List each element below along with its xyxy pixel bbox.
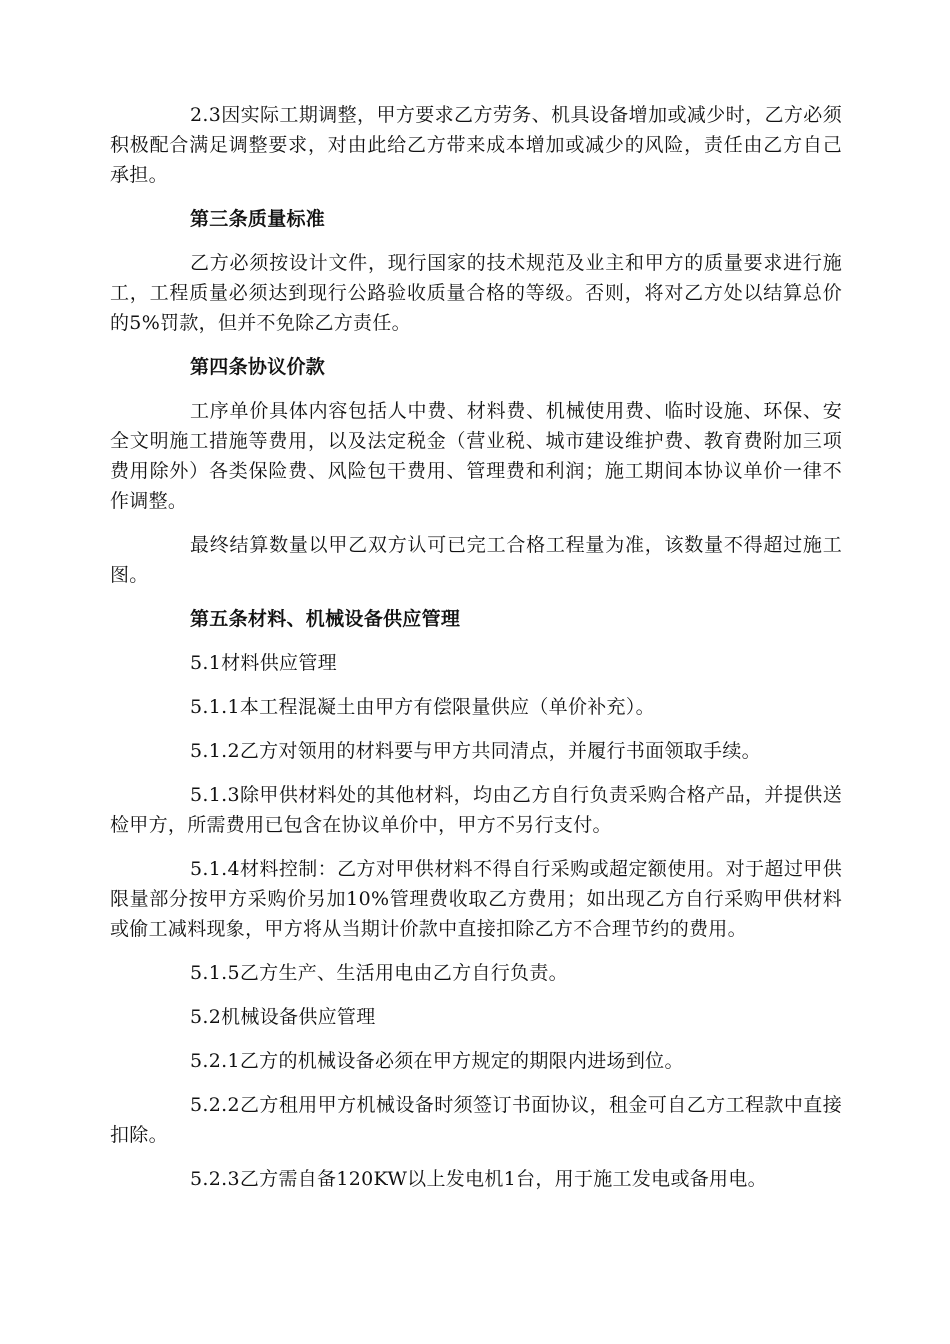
- clause-5-2-1-paragraph: 5.2.1乙方的机械设备必须在甲方规定的期限内进场到位。: [190, 1050, 684, 1072]
- settlement-quantity-paragraph: 最终结算数量以甲乙双方认可已完工合格工程量为准，该数量不得超过施工图。: [110, 534, 842, 586]
- clause-5-2-3-paragraph: 5.2.3乙方需自备120KW以上发电机1台，用于施工发电或备用电。: [190, 1168, 767, 1190]
- article-5-heading: 第五条材料、机械设备供应管理: [190, 608, 461, 630]
- article-3-heading: 第三条质量标准: [190, 208, 326, 230]
- clause-5-1-1-paragraph: 5.1.1本工程混凝土由甲方有偿限量供应（单价补充）。: [190, 696, 655, 718]
- document-page: [110, 100, 842, 1208]
- clause-2-3-paragraph: 2.3因实际工期调整，甲方要求乙方劳务、机具设备增加或减少时，乙方必须积极配合满足调整要求，对由此给乙方带来成本增加或减少的风险，责任由乙方自己承担。: [110, 104, 842, 186]
- clause-5-1-3-paragraph: 5.1.3除甲供材料处的其他材料，均由乙方自行负责采购合格产品，并提供送检甲方，所需费用已包含在协议单价中，甲方不另行支付。: [110, 784, 842, 836]
- clause-5-1-4-paragraph: 5.1.4材料控制：乙方对甲供材料不得自行采购或超定额使用。对于超过甲供限量部分按甲方采购价另加10%管理费收取乙方费用；如出现乙方自行采购甲供材料或偷工减料现象，甲方将从当期计价款中直接扣除乙方不合理节约的费用。: [110, 858, 842, 940]
- clause-5-1-2-paragraph: 5.1.2乙方对领用的材料要与甲方共同清点，并履行书面领取手续。: [190, 740, 761, 762]
- clause-5-2-2-paragraph: 5.2.2乙方租用甲方机械设备时须签订书面协议，租金可自乙方工程款中直接扣除。: [110, 1094, 842, 1146]
- clause-5-1-paragraph: 5.1材料供应管理: [190, 652, 337, 674]
- article-4-heading: 第四条协议价款: [190, 356, 326, 378]
- clause-5-2-paragraph: 5.2机械设备供应管理: [190, 1006, 376, 1028]
- price-content-paragraph: 工序单价具体内容包括人中费、材料费、机械使用费、临时设施、环保、安全文明施工措施等费用，以及法定税金（营业税、城市建设维护费、教育费附加三项费用除外）各类保险费、风险包干费用、管理费和利润；施工期间本协议单价一律不作调整。: [110, 400, 842, 512]
- clause-5-1-5-paragraph: 5.1.5乙方生产、生活用电由乙方自行负责。: [190, 962, 568, 984]
- quality-standard-paragraph: 乙方必须按设计文件，现行国家的技术规范及业主和甲方的质量要求进行施工，工程质量必须达到现行公路验收质量合格的等级。否则，将对乙方处以结算总价的5%罚款，但并不免除乙方责任。: [110, 252, 842, 334]
